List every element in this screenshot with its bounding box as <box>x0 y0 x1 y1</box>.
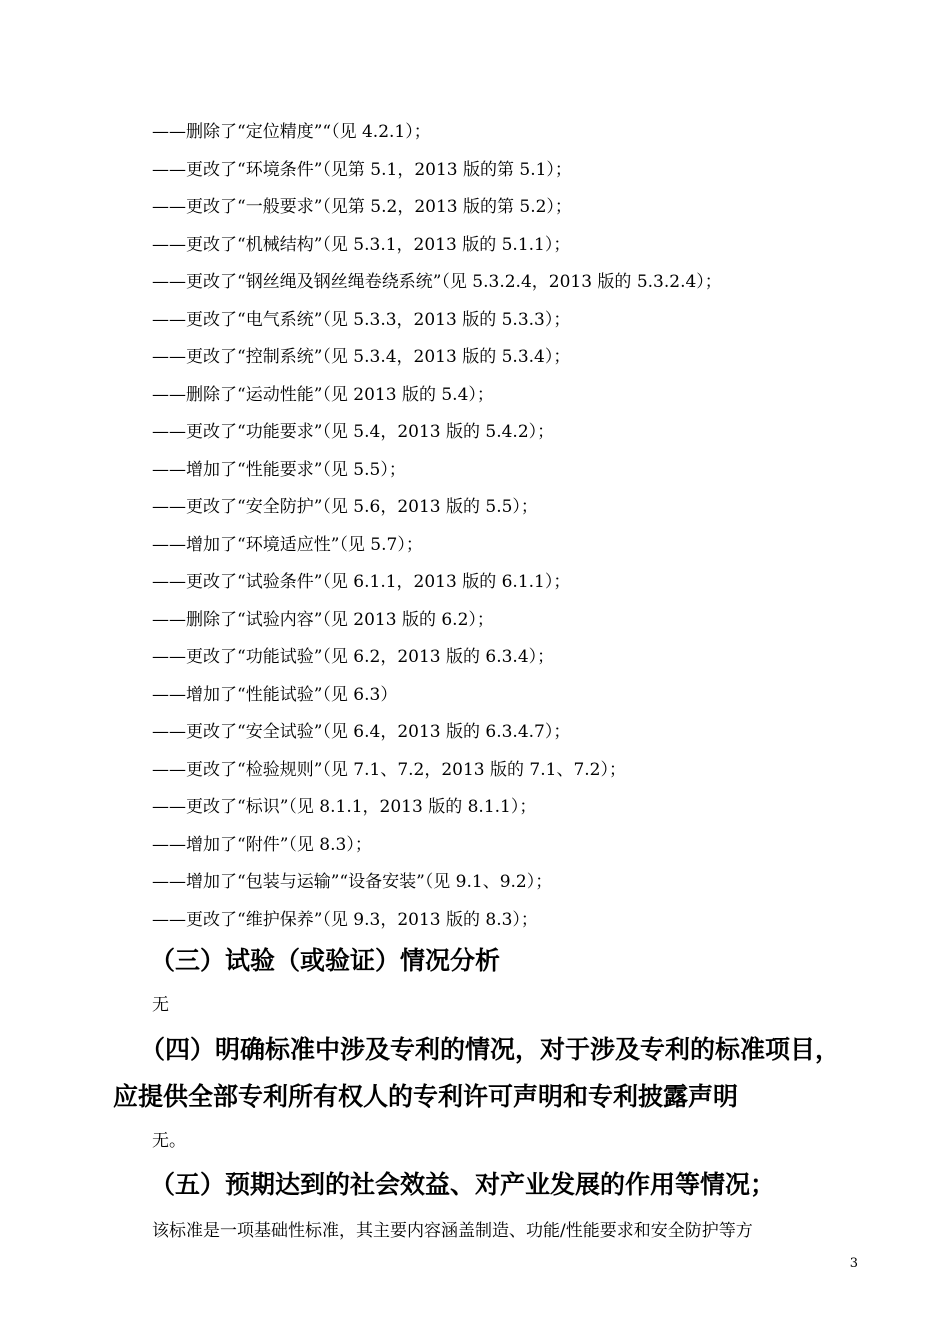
change-item: ——删除了“试验内容”（见 2013 版的 6.2）； <box>152 609 494 630</box>
change-item: ——更改了“检验规则”（见 7.1、7.2，2013 版的 7.1、7.2）； <box>152 759 626 780</box>
change-item: ——更改了“维护保养”（见 9.3，2013 版的 8.3）； <box>152 909 538 930</box>
change-item: ——更改了“功能要求”（见 5.4，2013 版的 5.4.2）； <box>152 422 555 442</box>
section-4-heading-line-2: 应提供全部专利所有权人的专利许可声明和专利披露声明 <box>113 1082 739 1111</box>
change-item: ——增加了“包装与运输”“设备安装”（见 9.1、9.2）； <box>152 872 553 892</box>
change-item: ——更改了“功能试验”（见 6.2，2013 版的 6.3.4）； <box>152 647 555 667</box>
section-5-body: 该标准是一项基础性标准，其主要内容涵盖制造、功能/性能要求和安全防护等方 <box>152 1221 753 1241</box>
section-3-body: 无 <box>152 995 169 1015</box>
section-3-heading: （三）试验（或验证）情况分析 <box>150 946 501 975</box>
change-item: ——更改了“一般要求”（见第 5.2，2013 版的第 5.2）； <box>152 197 572 217</box>
change-item: ——更改了“钢丝绳及钢丝绳卷绕系统”（见 5.3.2.4，2013 版的 5.3.2.4）； <box>152 272 722 292</box>
change-item: ——更改了“机械结构”（见 5.3.1，2013 版的 5.1.1）； <box>152 234 571 255</box>
change-item: ——更改了“电气系统”（见 5.3.3，2013 版的 5.3.3）； <box>152 309 571 330</box>
change-item: ——更改了“环境条件”（见第 5.1，2013 版的第 5.1）； <box>152 159 572 180</box>
section-4-heading-line-1: （四）明确标准中涉及专利的情况，对于涉及专利的标准项目， <box>140 1035 841 1064</box>
change-list <box>152 118 852 943</box>
change-item: ——更改了“安全试验”（见 6.4，2013 版的 6.3.4.7）； <box>152 722 571 742</box>
change-item: ——增加了“环境适应性”（见 5.7）； <box>152 534 423 555</box>
change-item: ——增加了“性能试验”（见 6.3） <box>152 684 398 705</box>
change-item: ——更改了“标识”（见 8.1.1，2013 版的 8.1.1）； <box>152 797 537 817</box>
section-5-heading: （五）预期达到的社会效益、对产业发展的作用等情况； <box>150 1170 776 1199</box>
change-item: ——更改了“试验条件”（见 6.1.1，2013 版的 6.1.1）； <box>152 572 571 592</box>
section-4-body: 无。 <box>152 1131 186 1151</box>
change-item: ——增加了“附件”（见 8.3）； <box>152 834 372 855</box>
change-item: ——更改了“安全防护”（见 5.6，2013 版的 5.5）； <box>152 497 538 517</box>
page-number: 3 <box>849 1256 858 1271</box>
change-item: ——删除了“运动性能”（见 2013 版的 5.4）； <box>152 384 494 405</box>
change-item: ——删除了“定位精度”“（见 4.2.1）； <box>152 122 431 142</box>
change-item: ——增加了“性能要求”（见 5.5）； <box>152 459 406 480</box>
change-item: ——更改了“控制系统”（见 5.3.4，2013 版的 5.3.4）； <box>152 347 571 367</box>
